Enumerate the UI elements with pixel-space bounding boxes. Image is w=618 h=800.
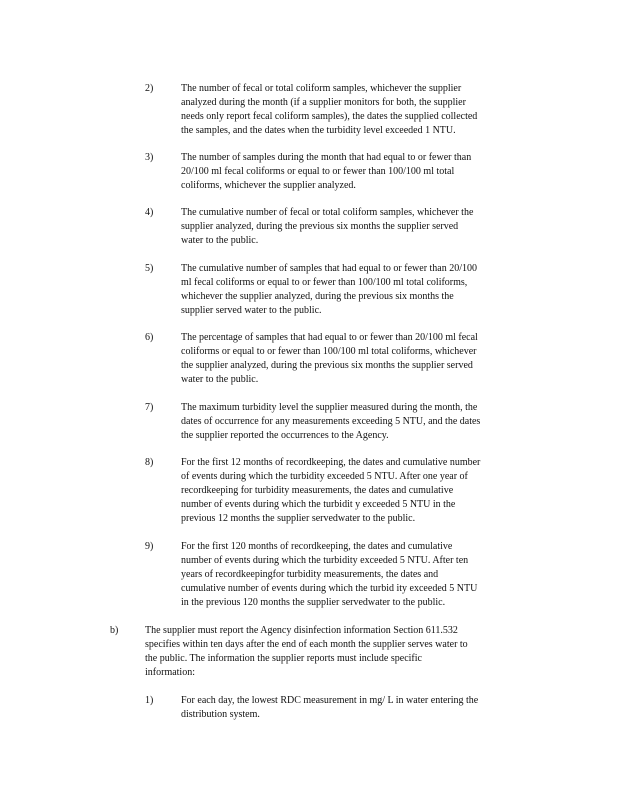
text-line: information: — [145, 667, 195, 678]
item-text — [181, 82, 537, 138]
text-line: For the first 12 months of recordkeeping, the dates and cumulative number — [181, 457, 481, 468]
text-line: The number of samples during the month that had equal to or fewer than — [181, 152, 472, 163]
text-line: distribution system. — [181, 709, 260, 720]
text-line: dates of occurrence for any measurements exceeding 5 NTU, and the dates — [181, 416, 481, 427]
text-line: For each day, the lowest RDC measurement in mg/ L in water entering the — [181, 695, 479, 706]
item-text — [181, 401, 537, 443]
text-line: The cumulative number of samples that had equal to or fewer than 20/100 — [181, 263, 478, 274]
text-line: the supplier analyzed, during the previous six months the supplier served — [181, 360, 473, 371]
text-line: number of events during which the turbidity exceeded 5 NTU. After ten — [181, 555, 469, 566]
text-line: supplier analyzed, during the previous six months the supplier served — [181, 221, 459, 232]
item-text — [181, 456, 537, 526]
item-number: 3) — [145, 152, 154, 163]
text-line: analyzed during the month (if a supplier monitors for both, the supplier — [181, 97, 466, 108]
text-line: the supplier reported the occurrences to the Agency. — [181, 430, 389, 441]
text-line: For the first 120 months of recordkeeping, the dates and cumulative — [181, 541, 453, 552]
text-line: The maximum turbidity level the supplier measured during the month, the — [181, 402, 478, 413]
item-text — [181, 331, 537, 387]
text-line: coliforms, whichever the supplier analyzed. — [181, 180, 356, 191]
text-line: cumulative number of events during which the turbid ity exceeded 5 NTU — [181, 583, 478, 594]
item-text — [181, 262, 537, 318]
item-number: b) — [110, 625, 119, 636]
text-line: the samples, and the dates when the turbidity level exceeded 1 NTU. — [181, 125, 456, 136]
text-line: The cumulative number of fecal or total coliform samples, whichever the — [181, 207, 474, 218]
text-line: years of recordkeepingfor turbidity measurements, the dates and — [181, 569, 439, 580]
text-line: 20/100 ml fecal coliforms or equal to or fewer than 100/100 ml total — [181, 166, 455, 177]
text-line: needs only report fecal coliform samples), the dates the supplied collected — [181, 111, 478, 122]
text-line: The supplier must report the Agency disinfection information Section 611.532 — [145, 625, 458, 636]
item-number: 2) — [145, 83, 154, 94]
text-line: water to the public. — [181, 235, 259, 246]
item-number: 5) — [145, 263, 154, 274]
text-line: water to the public. — [181, 374, 259, 385]
item-number: 7) — [145, 402, 154, 413]
item-number: 4) — [145, 207, 154, 218]
text-line: The number of fecal or total coliform samples, whichever the supplier — [181, 83, 462, 94]
item-text — [181, 151, 537, 193]
text-line: in the previous 120 months the supplier servedwater to the public. — [181, 597, 446, 608]
text-line: whichever the supplier analyzed, during the previous six months the — [181, 291, 454, 302]
item-number: 8) — [145, 457, 154, 468]
text-line: ml fecal coliforms or equal to or fewer than 100/100 ml total coliforms, — [181, 277, 468, 288]
text-line: specifies within ten days after the end of each month the supplier serves water to — [145, 639, 468, 650]
item-number: 6) — [145, 332, 154, 343]
item-text — [181, 540, 537, 610]
text-line: previous 12 months the supplier servedwater to the public. — [181, 513, 416, 524]
text-line: supplier served water to the public. — [181, 305, 322, 316]
text-line: recordkeeping for turbidity measurements, the dates and cumulative — [181, 485, 454, 496]
text-line: coliforms or equal to or fewer than 100/100 ml total coliforms, whichever — [181, 346, 477, 357]
item-number: 1) — [145, 695, 154, 706]
item-text — [181, 206, 537, 248]
text-line: number of events during which the turbidit y exceeded 5 NTU in the — [181, 499, 456, 510]
item-text — [145, 624, 537, 680]
text-line: The percentage of samples that had equal to or fewer than 20/100 ml fecal — [181, 332, 478, 343]
text-line: the public. The information the supplier reports must include specific — [145, 653, 422, 664]
text-line: of events during which the turbidity exceeded 5 NTU. After one year of — [181, 471, 468, 482]
item-number: 9) — [145, 541, 154, 552]
item-text — [181, 694, 537, 722]
